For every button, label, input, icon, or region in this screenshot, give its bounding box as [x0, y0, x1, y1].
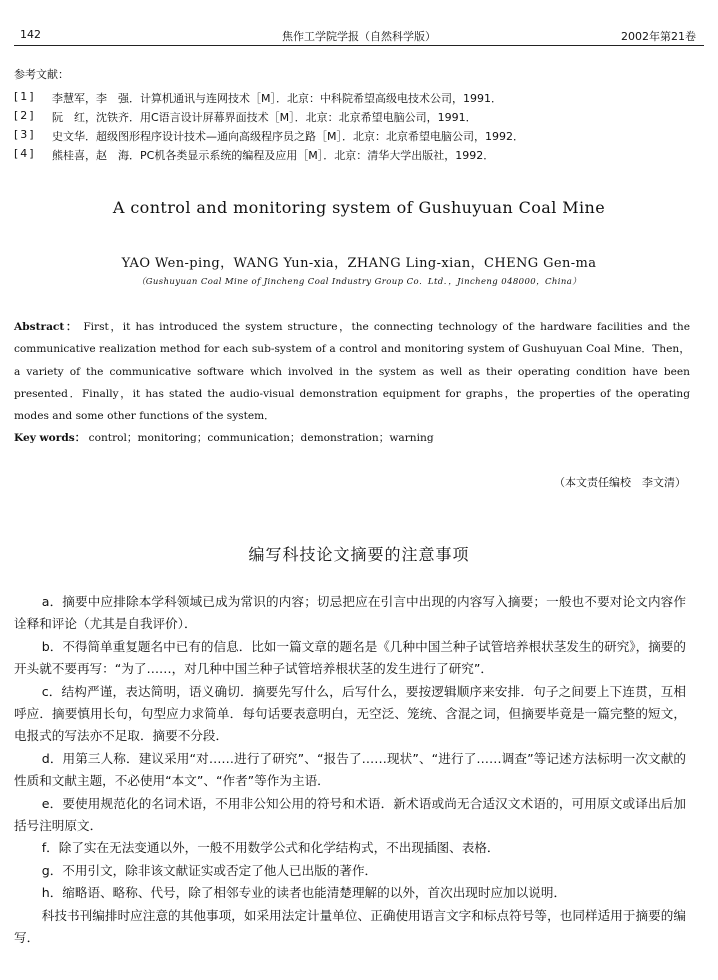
english-affiliation: （Gushuyuan Coal Mine of Jincheng Coal Industry Group Co．Ltd．，Jincheng 048000，China） — [136, 277, 582, 287]
responsible-editor: （本文责任编校 李文清） — [554, 476, 686, 489]
header-rule — [14, 45, 704, 46]
abstract-text: First，it has introduced the system structure，the connecting technology of the hardware facilities and the communicative realization method for each sub-system of a control and monitoring system of Gushuyuan Coal Mine．Then，a variety of the communicative software which involved in the system as well as their operating condition have been presented．Finally，it has stated the audio-visual demonstration equipment for graphs，the properties of the operating modes and some other functions of the system． — [14, 321, 690, 423]
journal-name: 焦作工学院学报（自然科学版） — [282, 30, 436, 43]
reference-item — [14, 90, 694, 109]
reference-text: 史文华．超级图形程序设计技术—通向高级程序员之路［M］．北京：北京希望电脑公司，1992． — [52, 130, 524, 143]
notice-paragraph: c．结构严谨，表达简明，语义确切．摘要先写什么，后写什么，要按逻辑顺序来安排．句子之间要上下连贯，互相呼应．摘要慎用长句，句型应力求简单．每句话要表意明白，无空泛、笼统、含混之词，但摘要毕竟是一篇完整的短文，电报式的写法亦不足取．摘要不分段． — [14, 683, 686, 744]
issue-info: 2002年第21卷 — [621, 30, 696, 43]
notice-title: 编写科技论文摘要的注意事项 — [248, 545, 470, 564]
reference-text: 阮 红，沈铁齐．用C语言设计屏幕界面技术［M］．北京：北京希望电脑公司，1991． — [52, 111, 477, 124]
reference-item — [14, 109, 694, 128]
notice-paragraph: e．要使用规范化的名词术语，不用非公知公用的符号和术语．新术语或尚无合适汉文术语的，可用原文或译出后加括号注明原文． — [14, 795, 686, 834]
notice-paragraph: b．不得简单重复题名中已有的信息．比如一篇文章的题名是《几种中国兰种子试管培养根状茎发生的研究》，摘要的开头就不要再写：“为了……，对几种中国兰种子试管培养根状茎的发生进行了研究”． — [14, 638, 686, 677]
notice-body — [14, 591, 686, 950]
notice-paragraph: g．不用引文，除非该文献证实或否定了他人已出版的著作． — [41, 862, 378, 878]
reference-number: [4] — [14, 147, 36, 160]
abstract-label: Abstract： — [14, 321, 79, 333]
reference-number: [1] — [14, 90, 36, 103]
notice-paragraph: d．用第三人称．建议采用“对……进行了研究”、“报告了……现状”、“进行了……调查”等记述方法标明一次文献的性质和文献主题，不必使用“本文”、“作者”等作为主语． — [14, 750, 686, 789]
reference-item — [14, 128, 694, 147]
english-abstract — [14, 316, 690, 427]
references-heading: 参考文献： — [14, 68, 69, 81]
reference-number: [3] — [14, 128, 36, 141]
notice-paragraph: f．除了实在无法变通以外，一般不用数学公式和化学结构式，不出现插图、表格． — [41, 840, 500, 856]
reference-text: 李慧军，李 强．计算机通讯与连网技术［M］．北京：中科院希望高级电技术公司，1991． — [52, 92, 502, 105]
notice-paragraph: 科技书刊编排时应注意的其他事项，如采用法定计量单位、正确使用语言文字和标点符号等，也同样适用于摘要的编写． — [14, 907, 686, 946]
notice-paragraph: h．缩略语、略称、代号，除了相邻专业的读者也能清楚理解的以外，首次出现时应加以说明． — [41, 885, 567, 901]
page-number: 142 — [20, 28, 41, 41]
english-title: A control and monitoring system of Gushuyuan Coal Mine — [112, 198, 606, 217]
reference-item — [14, 147, 694, 166]
references-section — [14, 66, 694, 166]
notice-paragraph: a．摘要中应排除本学科领域已成为常识的内容；切忌把应在引言中出现的内容写入摘要；一般也不要对论文内容作诠释和评论（尤其是自我评价）． — [14, 594, 686, 632]
english-keywords — [14, 430, 690, 445]
reference-number: [2] — [14, 109, 36, 122]
english-authors: YAO Wen-ping，WANG Yun-xia，ZHANG Ling-xian，CHENG Gen-ma — [121, 256, 597, 271]
running-header — [14, 24, 704, 44]
keywords-text: control；monitoring；communication；demonstration；warning — [88, 432, 434, 444]
keywords-label: Key words： — [14, 432, 86, 444]
reference-text: 熊桂喜，赵 海．PC机各类显示系统的编程及应用［M］．北京：清华大学出版社，1992． — [52, 149, 495, 162]
